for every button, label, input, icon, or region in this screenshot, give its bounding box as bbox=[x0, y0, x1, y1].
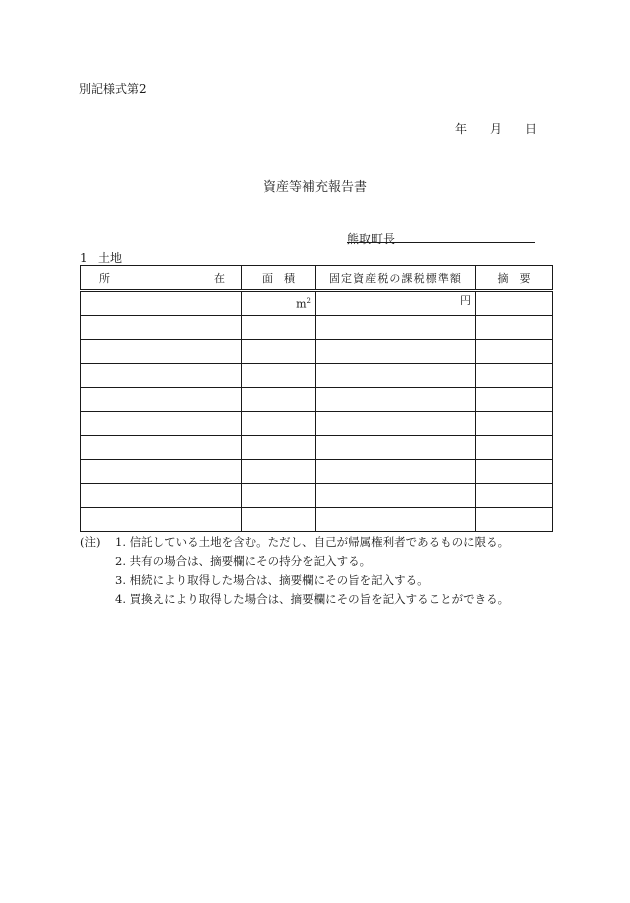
area-unit: m bbox=[296, 297, 307, 311]
note-item: 4. 買換えにより取得した場合は、摘要欄にその旨を記入することができる。 bbox=[115, 592, 510, 606]
header-area: 面 積 bbox=[242, 266, 316, 291]
note-item: 1. 信託している土地を含む。ただし、自己が帰属権利者であるものに限る。 bbox=[115, 535, 510, 549]
notes-list bbox=[115, 533, 509, 609]
document-title: 資産等補充報告書 bbox=[262, 180, 367, 195]
cell-valuation[interactable] bbox=[316, 316, 476, 340]
cell-remarks[interactable] bbox=[476, 364, 553, 388]
cell-area[interactable] bbox=[242, 388, 316, 412]
cell-location[interactable] bbox=[81, 484, 242, 508]
cell-location[interactable] bbox=[81, 291, 242, 316]
cell-location[interactable] bbox=[81, 340, 242, 364]
table-row bbox=[81, 291, 553, 316]
cell-valuation[interactable] bbox=[316, 460, 476, 484]
cell-remarks[interactable] bbox=[476, 316, 553, 340]
header-location-left: 所 bbox=[99, 271, 110, 285]
table-row bbox=[81, 364, 553, 388]
table-row bbox=[81, 436, 553, 460]
valuation-unit: 円 bbox=[460, 294, 471, 307]
table-row bbox=[81, 460, 553, 484]
cell-remarks[interactable] bbox=[476, 484, 553, 508]
cell-valuation[interactable] bbox=[316, 388, 476, 412]
cell-location[interactable] bbox=[81, 364, 242, 388]
header-valuation: 固定資産税の課税標準額 bbox=[316, 266, 476, 291]
table-row bbox=[81, 388, 553, 412]
cell-area[interactable] bbox=[242, 364, 316, 388]
cell-valuation[interactable] bbox=[316, 412, 476, 436]
cell-area[interactable] bbox=[242, 436, 316, 460]
cell-remarks[interactable] bbox=[476, 460, 553, 484]
recipient-underline bbox=[347, 242, 535, 243]
table-row bbox=[81, 340, 553, 364]
cell-valuation[interactable] bbox=[316, 291, 476, 316]
cell-valuation[interactable] bbox=[316, 340, 476, 364]
cell-remarks[interactable] bbox=[476, 508, 553, 532]
table-row bbox=[81, 508, 553, 532]
form-number: 別記様式第2 bbox=[79, 82, 147, 96]
cell-area[interactable] bbox=[242, 316, 316, 340]
recipient: 熊取町長 bbox=[347, 232, 396, 246]
land-table bbox=[80, 265, 553, 532]
header-remarks: 摘 要 bbox=[476, 266, 553, 291]
table-header-row bbox=[81, 266, 553, 291]
cell-remarks[interactable] bbox=[476, 412, 553, 436]
table-row bbox=[81, 412, 553, 436]
note-item: 3. 相続により取得した場合は、摘要欄にその旨を記入する。 bbox=[115, 573, 429, 587]
section-number: 1 bbox=[80, 251, 88, 265]
section-heading bbox=[80, 249, 122, 266]
cell-valuation[interactable] bbox=[316, 436, 476, 460]
cell-location[interactable] bbox=[81, 436, 242, 460]
cell-remarks[interactable] bbox=[476, 436, 553, 460]
cell-area[interactable] bbox=[242, 291, 316, 316]
cell-valuation[interactable] bbox=[316, 364, 476, 388]
cell-valuation[interactable] bbox=[316, 508, 476, 532]
cell-location[interactable] bbox=[81, 508, 242, 532]
cell-location[interactable] bbox=[81, 316, 242, 340]
cell-area[interactable] bbox=[242, 508, 316, 532]
date-month-label: 月 bbox=[490, 122, 503, 136]
cell-location[interactable] bbox=[81, 460, 242, 484]
area-unit-superscript: 2 bbox=[306, 297, 311, 305]
cell-area[interactable] bbox=[242, 412, 316, 436]
cell-area[interactable] bbox=[242, 484, 316, 508]
section-label: 土地 bbox=[98, 251, 123, 265]
cell-remarks[interactable] bbox=[476, 291, 553, 316]
cell-area[interactable] bbox=[242, 340, 316, 364]
notes-label: (注) bbox=[80, 535, 101, 549]
cell-valuation[interactable] bbox=[316, 484, 476, 508]
header-location bbox=[81, 266, 242, 291]
cell-location[interactable] bbox=[81, 388, 242, 412]
date-day-label: 日 bbox=[525, 122, 538, 136]
table-row bbox=[81, 484, 553, 508]
date-year-label: 年 bbox=[455, 122, 468, 136]
table-row bbox=[81, 316, 553, 340]
note-item: 2. 共有の場合は、摘要欄にその持分を記入する。 bbox=[115, 554, 372, 568]
cell-remarks[interactable] bbox=[476, 388, 553, 412]
cell-remarks[interactable] bbox=[476, 340, 553, 364]
cell-location[interactable] bbox=[81, 412, 242, 436]
header-location-right: 在 bbox=[214, 271, 225, 285]
cell-area[interactable] bbox=[242, 460, 316, 484]
